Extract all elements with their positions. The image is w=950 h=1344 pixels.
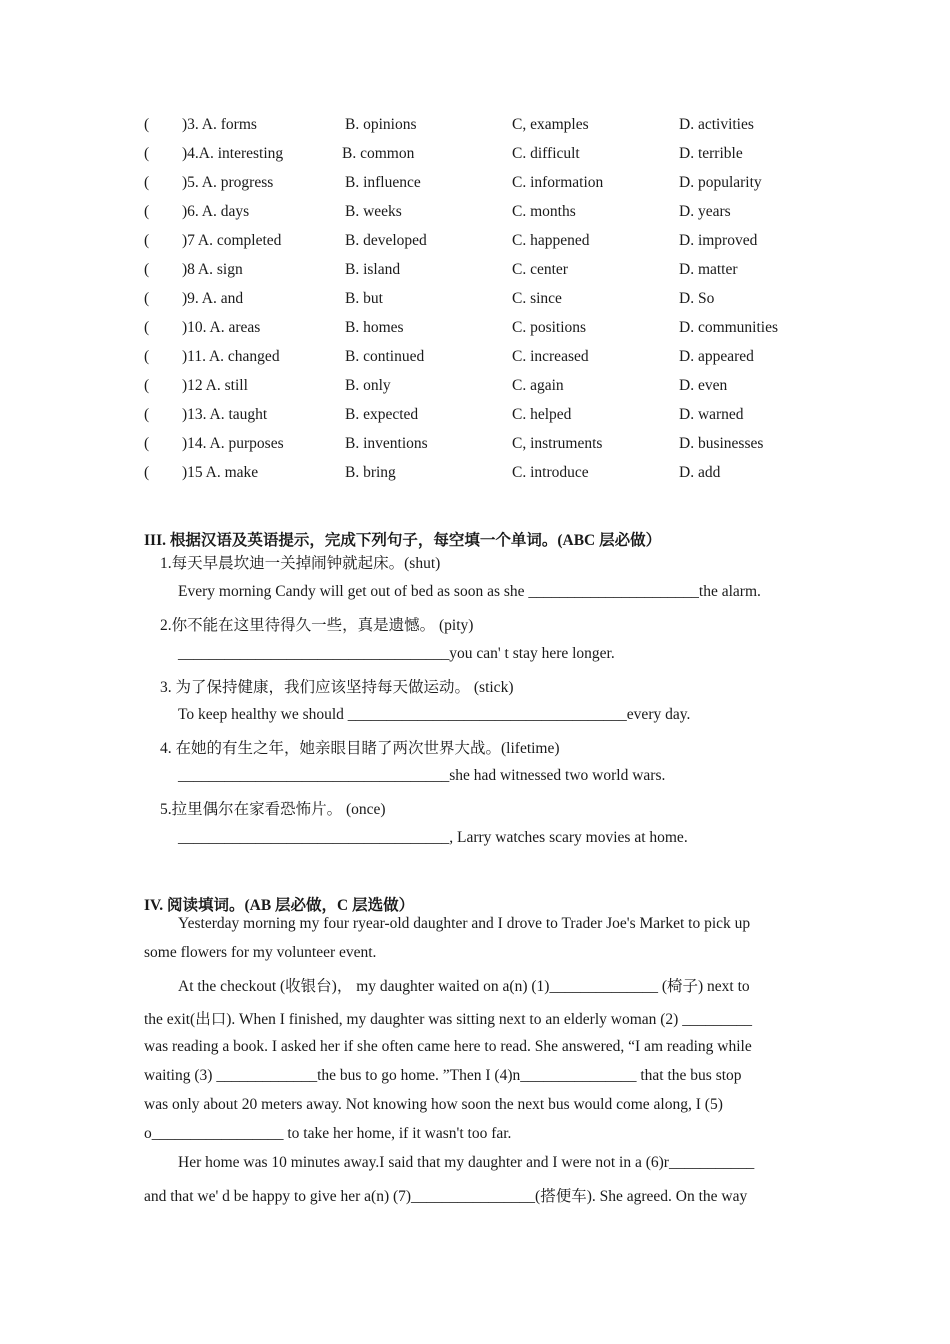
option-a: )14. A. purposes — [182, 435, 284, 452]
passage-line: waiting (3) _____________the bus to go home. ”Then I (4)n_______________ that the bus stop — [144, 1067, 742, 1084]
answer-paren: ( — [144, 348, 150, 365]
option-a: )11. A. changed — [182, 348, 280, 365]
passage-line: the exit(出口). When I finished, my daughter was sitting next to an elderly woman (2) _________ — [144, 1011, 752, 1028]
answer-paren: ( — [144, 406, 150, 423]
option-c: C. introduce — [512, 464, 589, 481]
section-iv-heading: IV. 阅读填词。(AB 层必做，C 层选做） — [144, 897, 415, 914]
option-d: D. So — [679, 290, 715, 307]
option-b: B. developed — [345, 232, 427, 249]
sentence-prompt: 2.你不能在这里待得久一些，真是遗憾。 (pity) — [160, 617, 474, 634]
answer-paren: ( — [144, 145, 150, 162]
mc-question-row — [144, 116, 824, 138]
passage-line: was only about 20 meters away. Not knowing how soon the next bus would come along, I (5) — [144, 1096, 723, 1113]
option-d: D. businesses — [679, 435, 764, 452]
option-c: C. again — [512, 377, 564, 394]
answer-paren: ( — [144, 203, 150, 220]
passage-line: Yesterday morning my four ryear-old daughter and I drove to Trader Joe's Market to pick up — [178, 915, 751, 932]
option-a: )5. A. progress — [182, 174, 274, 191]
mc-question-row — [144, 174, 824, 196]
option-d: D. terrible — [679, 145, 743, 162]
option-b: B. weeks — [345, 203, 402, 220]
option-b: B. common — [342, 145, 415, 162]
passage-line: some flowers for my volunteer event. — [144, 944, 377, 961]
answer-paren: ( — [144, 116, 150, 133]
option-c: C. happened — [512, 232, 590, 249]
option-d: D. years — [679, 203, 731, 220]
mc-question-row — [144, 435, 824, 457]
option-a: )3. A. forms — [182, 116, 257, 133]
mc-question-row — [144, 290, 824, 312]
sentence-prompt: 5.拉里偶尔在家看恐怖片。 (once) — [160, 801, 386, 818]
answer-paren: ( — [144, 232, 150, 249]
sentence-blank: Every morning Candy will get out of bed as soon as she ______________________the alarm. — [178, 583, 761, 600]
option-d: D. matter — [679, 261, 738, 278]
sentence-blank: ___________________________________, Larry watches scary movies at home. — [178, 829, 688, 846]
option-a: )13. A. taught — [182, 406, 268, 423]
answer-paren: ( — [144, 290, 150, 307]
option-a: )7 A. completed — [182, 232, 282, 249]
option-d: D. communities — [679, 319, 779, 336]
passage-line: o_________________ to take her home, if it wasn't too far. — [144, 1125, 512, 1142]
option-c: C, instruments — [512, 435, 603, 452]
option-c: C. increased — [512, 348, 589, 365]
option-b: B. opinions — [345, 116, 417, 133]
sentence-prompt: 1.每天早晨坎迪一关掉闹钟就起床。(shut) — [160, 555, 441, 572]
option-d: D. appeared — [679, 348, 754, 365]
mc-question-row — [144, 406, 824, 428]
option-b: B. island — [345, 261, 401, 278]
mc-question-row — [144, 203, 824, 225]
mc-question-row — [144, 232, 824, 254]
option-d: D. add — [679, 464, 721, 481]
option-c: C. helped — [512, 406, 572, 423]
answer-paren: ( — [144, 319, 150, 336]
mc-question-row — [144, 348, 824, 370]
option-b: B. homes — [345, 319, 404, 336]
section-iii-heading: III. 根据汉语及英语提示，完成下列句子，每空填一个单词。(ABC 层必做） — [144, 532, 662, 549]
passage-line: Her home was 10 minutes away.I said that my daughter and I were not in a (6)r___________ — [178, 1154, 755, 1171]
option-b: B. but — [345, 290, 383, 307]
mc-question-row — [144, 261, 824, 283]
option-c: C. months — [512, 203, 576, 220]
answer-paren: ( — [144, 435, 150, 452]
option-b: B. only — [345, 377, 391, 394]
mc-question-row — [144, 145, 824, 167]
option-a: )4.A. interesting — [182, 145, 284, 162]
option-d: D. activities — [679, 116, 754, 133]
option-d: D. improved — [679, 232, 758, 249]
mc-question-row — [144, 319, 824, 341]
option-b: B. expected — [345, 406, 419, 423]
sentence-prompt: 4. 在她的有生之年，她亲眼目睹了两次世界大战。(lifetime) — [160, 740, 560, 757]
answer-paren: ( — [144, 174, 150, 191]
passage-line: and that we' d be happy to give her a(n) (7)________________(搭便车). She agreed. On the way — [144, 1188, 748, 1205]
option-a: )6. A. days — [182, 203, 250, 220]
sentence-blank: ___________________________________she had witnessed two world wars. — [178, 767, 666, 784]
option-d: D. popularity — [679, 174, 762, 191]
option-a: )8 A. sign — [182, 261, 243, 278]
option-d: D. even — [679, 377, 728, 394]
option-a: )15 A. make — [182, 464, 259, 481]
option-b: B. influence — [345, 174, 421, 191]
option-d: D. warned — [679, 406, 744, 423]
option-a: )9. A. and — [182, 290, 244, 307]
sentence-prompt: 3. 为了保持健康，我们应该坚持每天做运动。 (stick) — [160, 679, 514, 696]
answer-paren: ( — [144, 377, 150, 394]
passage-line: At the checkout (收银台)， my daughter waited on a(n) (1)______________ (椅子) next to — [178, 978, 750, 995]
option-c: C. since — [512, 290, 562, 307]
sentence-blank: ___________________________________you can' t stay here longer. — [178, 645, 615, 662]
option-c: C. center — [512, 261, 568, 278]
mc-question-row — [144, 464, 824, 486]
option-a: )10. A. areas — [182, 319, 261, 336]
option-c: C. information — [512, 174, 604, 191]
option-b: B. bring — [345, 464, 396, 481]
option-b: B. continued — [345, 348, 425, 365]
option-c: C. positions — [512, 319, 587, 336]
option-a: )12 A. still — [182, 377, 248, 394]
sentence-blank: To keep healthy we should ____________________________________every day. — [178, 706, 691, 723]
passage-line: was reading a book. I asked her if she often came here to read. She answered, “I am reading while — [144, 1038, 752, 1055]
option-c: C, examples — [512, 116, 589, 133]
option-c: C. difficult — [512, 145, 580, 162]
answer-paren: ( — [144, 464, 150, 481]
mc-question-row — [144, 377, 824, 399]
answer-paren: ( — [144, 261, 150, 278]
option-b: B. inventions — [345, 435, 428, 452]
